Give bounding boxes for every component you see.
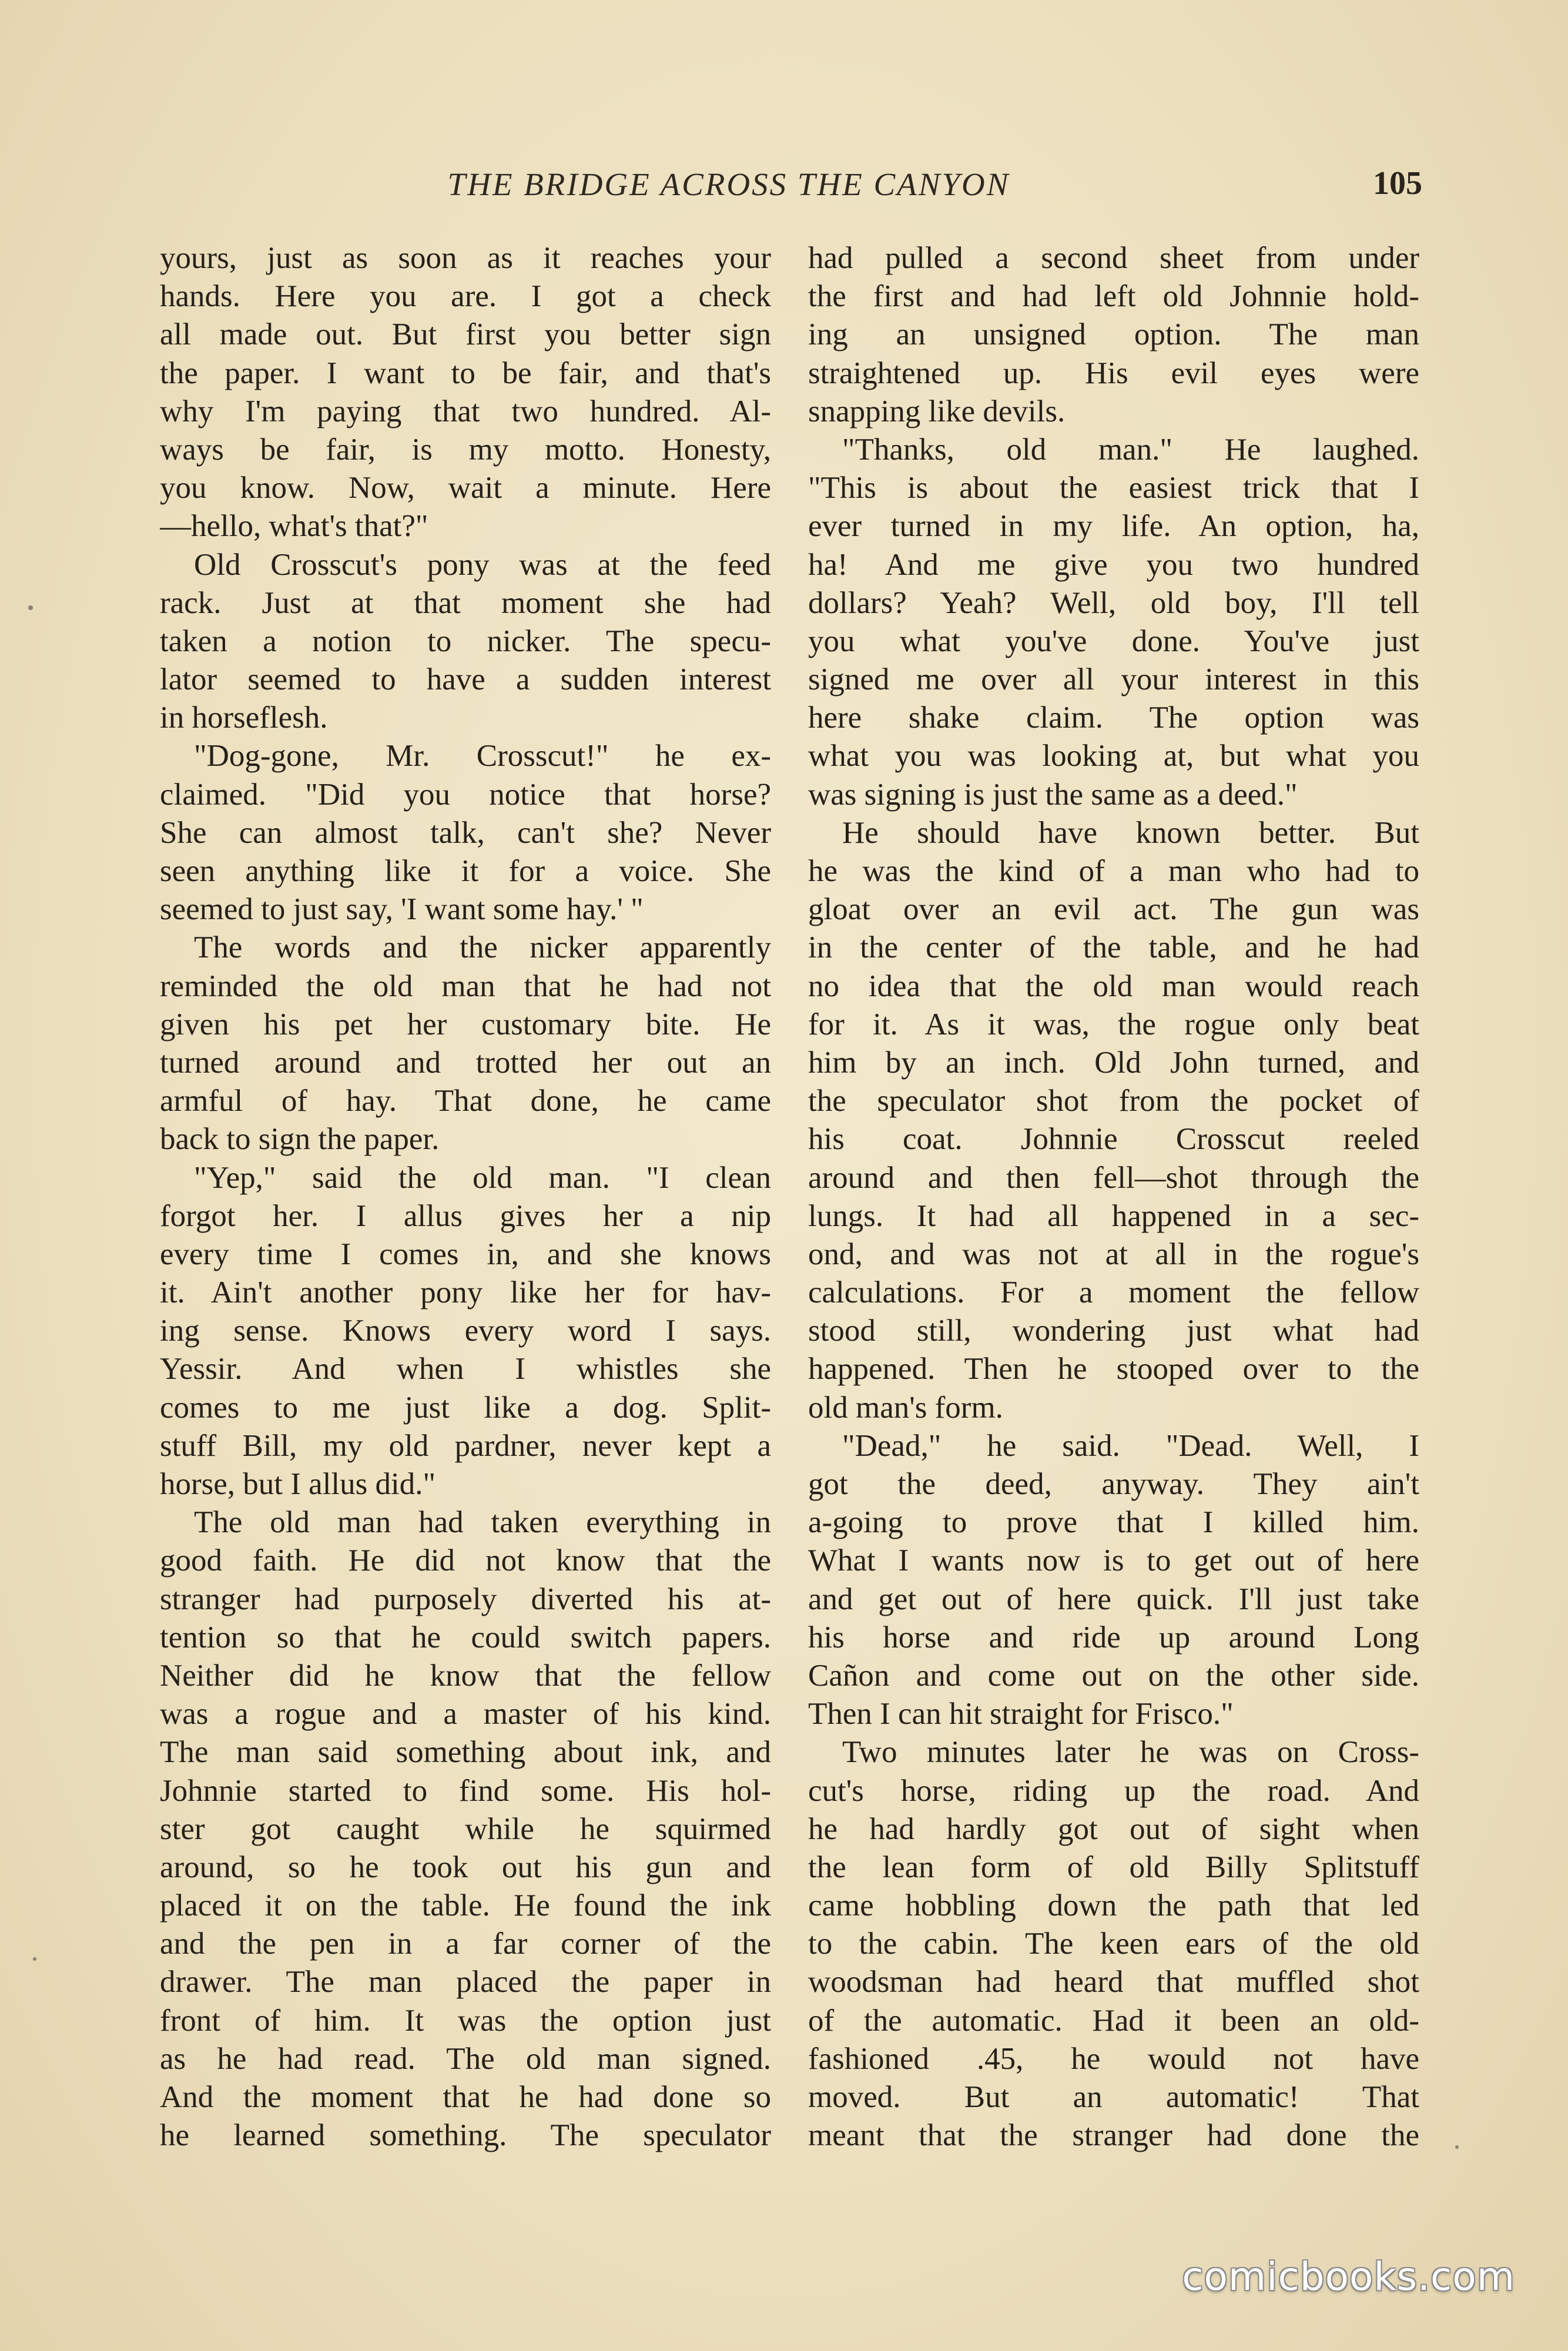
text-line: why I'm paying that two hundred. Al- bbox=[160, 394, 771, 428]
text-line: his coat. Johnnie Crosscut reeled bbox=[808, 1122, 1419, 1157]
text-line: And the moment that he had done so bbox=[160, 2080, 771, 2114]
text-line: ha! And me give you two hundred bbox=[808, 547, 1419, 582]
text-line: Cañon and come out on the other side. bbox=[808, 1658, 1419, 1693]
text-line: ster got caught while he squirmed bbox=[160, 1811, 771, 1846]
text-line: —hello, what's that?" bbox=[160, 509, 428, 544]
text-line: given his pet her customary bite. He bbox=[160, 1007, 771, 1041]
text-line: rack. Just at that moment she had bbox=[160, 585, 771, 620]
text-line: as he had read. The old man signed. bbox=[160, 2041, 771, 2076]
text-line: in the center of the table, and he had bbox=[808, 930, 1419, 965]
text-line: The words and the nicker apparently bbox=[194, 930, 771, 965]
text-line: "Dead," he said. "Dead. Well, I bbox=[842, 1428, 1419, 1463]
text-line: Old Crosscut's pony was at the feed bbox=[194, 547, 771, 582]
text-line: Johnnie started to find some. His hol- bbox=[160, 1773, 771, 1808]
text-line: The man said something about ink, and bbox=[160, 1735, 771, 1770]
text-line: the speculator shot from the pocket of bbox=[808, 1084, 1419, 1118]
text-line: seen anything like it for a voice. She bbox=[160, 854, 771, 888]
page-header bbox=[159, 166, 1422, 213]
text-line: cut's horse, riding up the road. And bbox=[808, 1773, 1419, 1808]
text-line: happened. Then he stooped over to the bbox=[808, 1352, 1419, 1387]
text-line: the lean form of old Billy Splitstuff bbox=[808, 1850, 1419, 1884]
text-line: drawer. The man placed the paper in bbox=[160, 1965, 771, 2000]
text-line: ever turned in my life. An option, ha, bbox=[808, 509, 1419, 544]
text-line: woodsman had heard that muffled shot bbox=[808, 1965, 1419, 2000]
text-line: reminded the old man that he had not bbox=[160, 969, 771, 1003]
text-line: lungs. It had all happened in a sec- bbox=[808, 1198, 1419, 1233]
text-line: got the deed, anyway. They ain't bbox=[808, 1467, 1419, 1501]
text-line: taken a notion to nicker. The specu- bbox=[160, 624, 771, 658]
text-line: He should have known better. But bbox=[842, 815, 1419, 850]
text-column-right bbox=[808, 239, 1419, 2173]
text-line: stranger had purposely diverted his at- bbox=[160, 1582, 771, 1616]
text-line: he was the kind of a man who had to bbox=[808, 854, 1419, 888]
text-line: good faith. He did not know that the bbox=[160, 1543, 771, 1578]
text-line: had pulled a second sheet from under bbox=[808, 241, 1419, 275]
text-line: claimed. "Did you notice that horse? bbox=[160, 777, 771, 812]
text-line: hands. Here you are. I got a check bbox=[160, 279, 771, 314]
text-line: "Yep," said the old man. "I clean bbox=[194, 1160, 771, 1195]
text-line: dollars? Yeah? Well, old boy, I'll tell bbox=[808, 585, 1419, 620]
running-title: THE BRIDGE ACROSS THE CANYON bbox=[447, 166, 1010, 202]
text-line: his horse and ride up around Long bbox=[808, 1620, 1419, 1655]
text-line: no idea that the old man would reach bbox=[808, 969, 1419, 1003]
text-line: was signing is just the same as a deed." bbox=[808, 777, 1298, 812]
text-line: fashioned .45, he would not have bbox=[808, 2041, 1419, 2076]
text-line: it. Ain't another pony like her for hav- bbox=[160, 1275, 771, 1310]
text-line: calculations. For a moment the fellow bbox=[808, 1275, 1419, 1310]
text-line: was a rogue and a master of his kind. bbox=[160, 1697, 771, 1732]
text-line: "This is about the easiest trick that I bbox=[808, 471, 1419, 505]
text-line: a-going to prove that I killed him. bbox=[808, 1505, 1419, 1540]
text-line: old man's form. bbox=[808, 1390, 1003, 1425]
text-line: placed it on the table. He found the ink bbox=[160, 1888, 771, 1923]
text-line: "Dog-gone, Mr. Crosscut!" he ex- bbox=[194, 739, 771, 773]
text-line: tention so that he could switch papers. bbox=[160, 1620, 771, 1655]
text-line: he learned something. The speculator bbox=[160, 2118, 771, 2153]
text-line: all made out. But first you better sign bbox=[160, 317, 771, 352]
text-line: seemed to just say, 'I want some hay.' " bbox=[160, 892, 644, 927]
text-column-left bbox=[160, 239, 771, 2173]
text-line: ond, and was not at all in the rogue's bbox=[808, 1237, 1419, 1271]
text-line: straightened up. His evil eyes were bbox=[808, 356, 1419, 390]
text-line: ing an unsigned option. The man bbox=[808, 317, 1419, 352]
text-line: back to sign the paper. bbox=[160, 1122, 440, 1157]
paper-speck bbox=[33, 1957, 36, 1961]
text-line: stuff Bill, my old pardner, never kept a bbox=[160, 1428, 771, 1463]
text-line: She can almost talk, can't she? Never bbox=[160, 815, 771, 850]
text-line: you know. Now, wait a minute. Here bbox=[160, 471, 771, 505]
text-line: every time I comes in, and she knows bbox=[160, 1237, 771, 1271]
paper-speck bbox=[1455, 2145, 1459, 2149]
text-line: he had hardly got out of sight when bbox=[808, 1811, 1419, 1846]
text-line: lator seemed to have a sudden interest bbox=[160, 662, 771, 697]
text-line: The old man had taken everything in bbox=[194, 1505, 771, 1540]
text-line: in horseflesh. bbox=[160, 701, 328, 735]
text-line: snapping like devils. bbox=[808, 394, 1066, 428]
text-line: Two minutes later he was on Cross- bbox=[842, 1735, 1419, 1770]
text-line: the paper. I want to be fair, and that's bbox=[160, 356, 771, 390]
text-line: you what you've done. You've just bbox=[808, 624, 1419, 658]
text-line: front of him. It was the option just bbox=[160, 2003, 771, 2038]
text-line: signed me over all your interest in this bbox=[808, 662, 1419, 697]
text-line: stood still, wondering just what had bbox=[808, 1314, 1419, 1348]
text-line: around and then fell—shot through the bbox=[808, 1160, 1419, 1195]
text-line: horse, but I allus did." bbox=[160, 1467, 436, 1501]
page-number: 105 bbox=[1373, 165, 1422, 202]
text-line: and the pen in a far corner of the bbox=[160, 1927, 771, 1961]
text-line: here shake claim. The option was bbox=[808, 701, 1419, 735]
text-line: ing sense. Knows every word I says. bbox=[160, 1314, 771, 1348]
text-line: of the automatic. Had it been an old- bbox=[808, 2003, 1419, 2038]
text-line: armful of hay. That done, he came bbox=[160, 1084, 771, 1118]
paper-speck bbox=[28, 605, 33, 610]
text-line: meant that the stranger had done the bbox=[808, 2118, 1419, 2153]
watermark-logo: comicbooks.com bbox=[1182, 2254, 1515, 2299]
text-line: for it. As it was, the rogue only beat bbox=[808, 1007, 1419, 1041]
text-line: yours, just as soon as it reaches your bbox=[160, 241, 771, 275]
text-line: the first and had left old Johnnie hold- bbox=[808, 279, 1419, 314]
text-line: him by an inch. Old John turned, and bbox=[808, 1045, 1419, 1080]
text-line: to the cabin. The keen ears of the old bbox=[808, 1927, 1419, 1961]
text-line: What I wants now is to get out of here bbox=[808, 1543, 1419, 1578]
text-line: "Thanks, old man." He laughed. bbox=[842, 432, 1419, 467]
text-line: forgot her. I allus gives her a nip bbox=[160, 1198, 771, 1233]
text-line: came hobbling down the path that led bbox=[808, 1888, 1419, 1923]
text-line: ways be fair, is my motto. Honesty, bbox=[160, 432, 771, 467]
text-line: around, so he took out his gun and bbox=[160, 1850, 771, 1884]
text-line: and get out of here quick. I'll just take bbox=[808, 1582, 1419, 1616]
text-line: Then I can hit straight for Frisco." bbox=[808, 1697, 1234, 1732]
text-line: what you was looking at, but what you bbox=[808, 739, 1419, 773]
text-line: gloat over an evil act. The gun was bbox=[808, 892, 1419, 927]
text-line: Yessir. And when I whistles she bbox=[160, 1352, 771, 1387]
text-line: Neither did he know that the fellow bbox=[160, 1658, 771, 1693]
text-line: comes to me just like a dog. Split- bbox=[160, 1390, 771, 1425]
text-line: moved. But an automatic! That bbox=[808, 2080, 1419, 2114]
text-line: turned around and trotted her out an bbox=[160, 1045, 771, 1080]
